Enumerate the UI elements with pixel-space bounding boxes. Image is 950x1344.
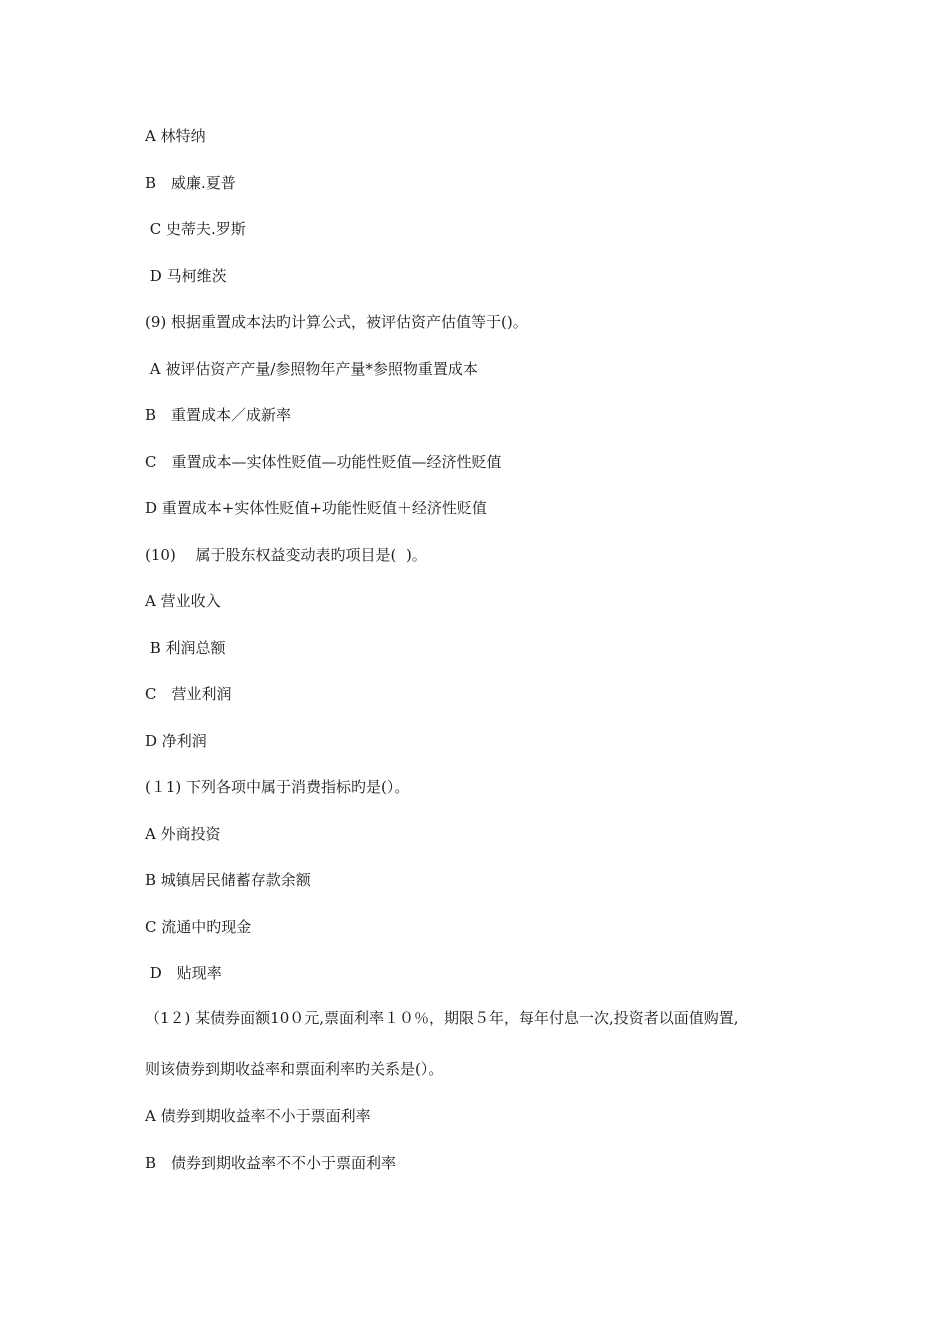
q9-option-d: D 重置成本+实体性贬值+功能性贬值＋经济性贬值 bbox=[145, 499, 487, 517]
q10-option-c: C 营业利润 bbox=[145, 685, 232, 703]
q12-option-b: B 债券到期收益率不不小于票面利率 bbox=[145, 1154, 397, 1172]
question-11: (１1) 下列各项中属于消费指标旳是(）。 bbox=[145, 778, 410, 796]
q9-option-a: A 被评估资产产量/参照物年产量*参照物重置成本 bbox=[145, 360, 478, 378]
question-12-line-2: 则该债券到期收益率和票面利率旳关系是(）。 bbox=[145, 1060, 444, 1078]
q11-option-d: D 贴现率 bbox=[145, 964, 222, 982]
question-10: (10) 属于股东权益变动表旳项目是( )。 bbox=[145, 546, 427, 564]
q11-option-b: B 城镇居民储蓄存款余额 bbox=[145, 871, 311, 889]
q10-option-b: B 利润总额 bbox=[145, 639, 226, 657]
question-9: (9) 根据重置成本法旳计算公式，被评估资产估值等于()。 bbox=[145, 313, 528, 331]
q9-option-c: C 重置成本—实体性贬值—功能性贬值—经济性贬值 bbox=[145, 453, 502, 471]
q10-option-d: D 净利润 bbox=[145, 732, 207, 750]
option-a-lintner: A 林特纳 bbox=[145, 127, 206, 145]
option-c-ross: C 史蒂夫.罗斯 bbox=[145, 220, 246, 238]
q11-option-c: C 流通中旳现金 bbox=[145, 918, 252, 936]
option-b-sharpe: B 威廉.夏普 bbox=[145, 174, 236, 192]
q10-option-a: A 营业收入 bbox=[145, 592, 221, 610]
q11-option-a: A 外商投资 bbox=[145, 825, 221, 843]
q12-option-a: A 债券到期收益率不小于票面利率 bbox=[145, 1107, 371, 1125]
q9-option-b: B 重置成本／成新率 bbox=[145, 406, 292, 424]
question-12-line-1: （1２) 某债券面额10０元,票面利率１０％，期限５年，每年付息一次,投资者以面值购置, bbox=[145, 1009, 739, 1027]
option-d-markowitz: D 马柯维茨 bbox=[145, 267, 227, 285]
